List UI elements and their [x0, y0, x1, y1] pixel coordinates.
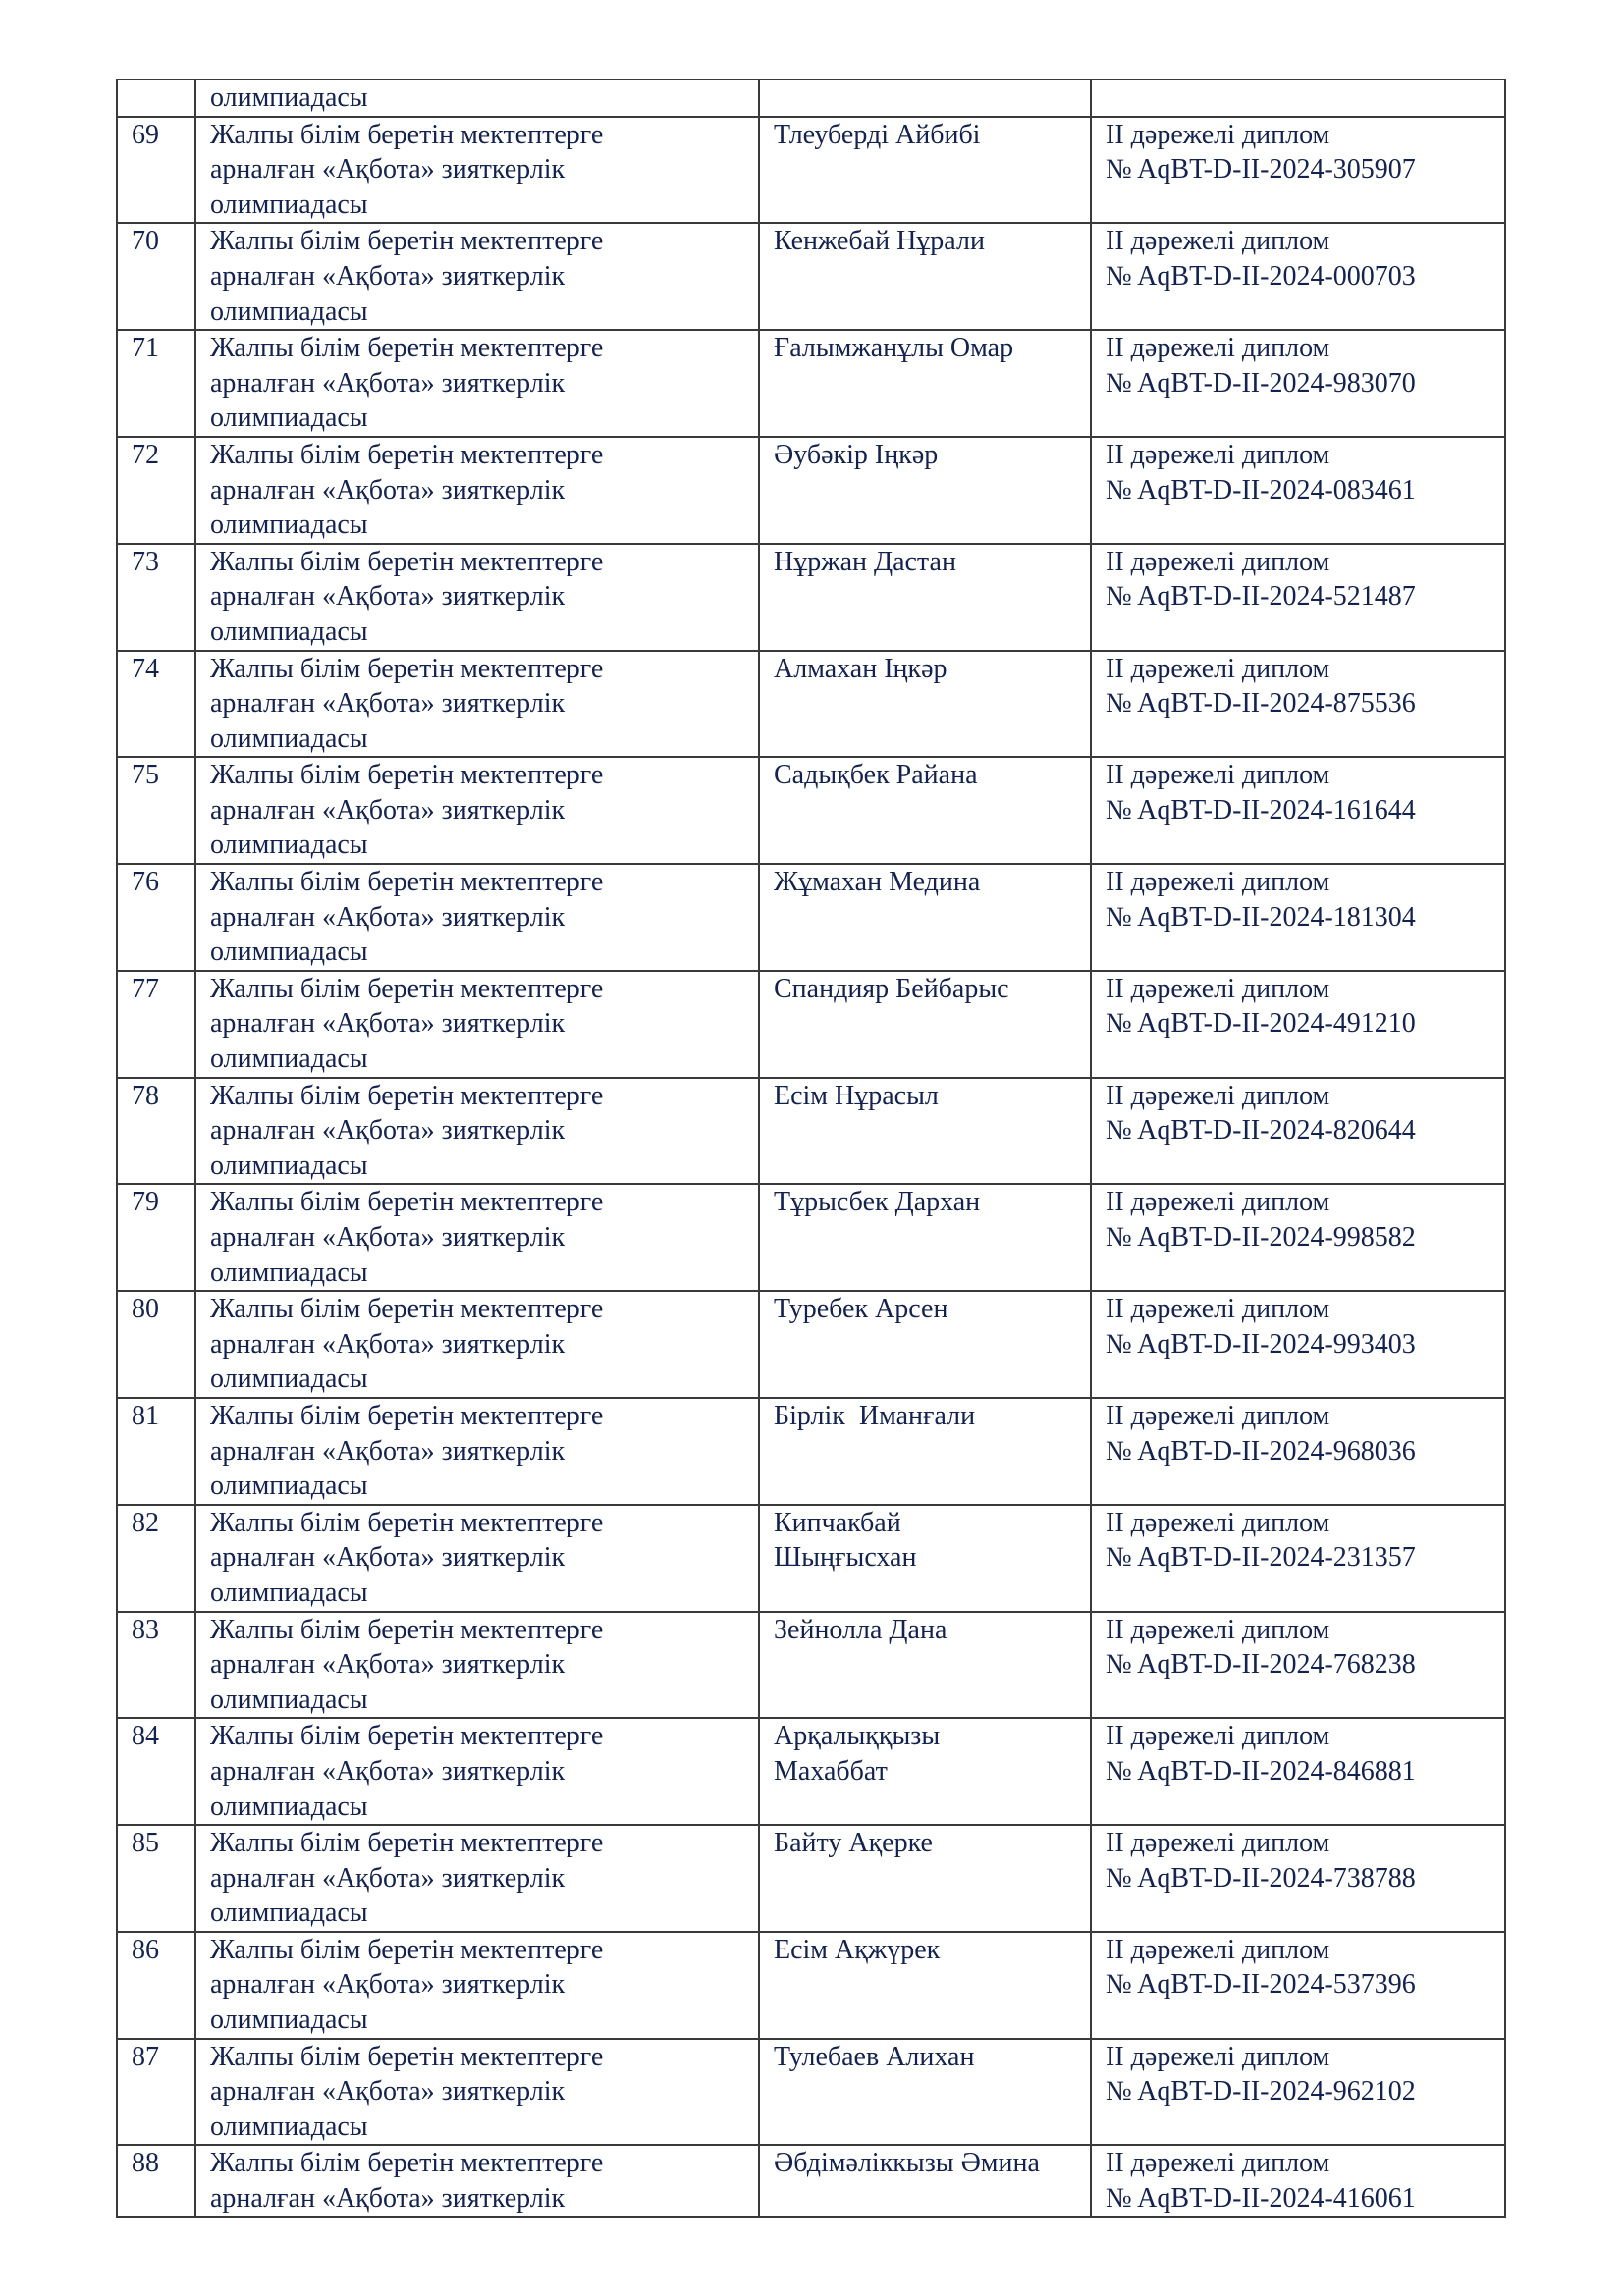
award-title: II дәрежелі диплом: [1106, 973, 1330, 1004]
participant-name: Есім Нұрасыл: [774, 1080, 939, 1111]
olympiad-text-line: олимпиадасы: [210, 2110, 368, 2142]
cell-award: [1091, 757, 1505, 864]
row-number: 70: [132, 226, 159, 257]
olympiad-text: олимпиадасы: [210, 82, 368, 113]
olympiad-text-line: арналған «Ақбота» зияткерлік: [210, 901, 566, 933]
cell-award: [1091, 2039, 1505, 2146]
award-title: II дәрежелі диплом: [1106, 1080, 1330, 1111]
participant-name: Әбдімәліккызы Әмина: [774, 2148, 1040, 2179]
participant-name: Махаббат: [774, 1755, 888, 1787]
cell-name: [759, 117, 1091, 224]
row-number: 74: [132, 653, 159, 684]
olympiad-text-line: арналған «Ақбота» зияткерлік: [210, 794, 566, 826]
participant-name: Тлеуберді Айбибі: [774, 119, 981, 150]
cell-olympiad: [195, 1825, 759, 1932]
award-title: II дәрежелі диплом: [1106, 1828, 1330, 1859]
cell-name: [759, 971, 1091, 1078]
cell-number: [117, 437, 195, 544]
participant-name: Шыңғысхан: [774, 1542, 917, 1574]
table-row: [117, 1291, 1505, 1398]
olympiad-text-line: Жалпы білім беретін мектептерге: [210, 1934, 604, 1965]
cell-name: [759, 2039, 1091, 2146]
award-title: II дәрежелі диплом: [1106, 333, 1330, 364]
participant-name: Байту Ақерке: [774, 1828, 933, 1859]
diploma-number: № AqBT-D-II-2024-521487: [1106, 581, 1416, 613]
olympiad-text-line: Жалпы білім беретін мектептерге: [210, 653, 604, 684]
olympiad-text-line: Жалпы білім беретін мектептерге: [210, 226, 604, 257]
olympiad-text-line: Жалпы білім беретін мектептерге: [210, 2148, 604, 2179]
cell-number: [117, 1932, 195, 2039]
olympiad-text-line: олимпиадасы: [210, 829, 368, 861]
row-number: 87: [132, 2041, 159, 2072]
olympiad-text-line: Жалпы білім беретін мектептерге: [210, 1721, 604, 1752]
award-title: II дәрежелі диплом: [1106, 2041, 1330, 2072]
cell-name: [759, 1932, 1091, 2039]
diploma-number: № AqBT-D-II-2024-491210: [1106, 1008, 1416, 1040]
award-title: II дәрежелі диплом: [1106, 1507, 1330, 1538]
olympiad-text-line: арналған «Ақбота» зияткерлік: [210, 154, 566, 186]
table-row-continuation: [117, 80, 1505, 117]
table-row: [117, 864, 1505, 971]
diploma-number: № AqBT-D-II-2024-083461: [1106, 474, 1416, 506]
olympiad-text-line: Жалпы білім беретін мектептерге: [210, 973, 604, 1004]
cell-name: [759, 1184, 1091, 1291]
participant-name: Зейнолла Дана: [774, 1614, 947, 1645]
olympiad-text-line: Жалпы білім беретін мектептерге: [210, 546, 604, 577]
table-row: [117, 1505, 1505, 1612]
row-number: 73: [132, 546, 159, 577]
table-row: [117, 1825, 1505, 1932]
cell-olympiad: [195, 2145, 759, 2216]
cell-name: [759, 1398, 1091, 1505]
cell-name: [759, 330, 1091, 437]
cell-name: [759, 1078, 1091, 1185]
participant-name: Тұрысбек Дархан: [774, 1187, 981, 1218]
cell-number: [117, 1718, 195, 1825]
table-row: [117, 2145, 1505, 2216]
diploma-number: № AqBT-D-II-2024-537396: [1106, 1969, 1416, 2001]
olympiad-text-line: арналған «Ақбота» зияткерлік: [210, 1542, 566, 1574]
table-row: [117, 2039, 1505, 2146]
cell-name: [759, 544, 1091, 651]
row-number: 82: [132, 1507, 159, 1538]
participant-name: Кенжебай Нұрали: [774, 226, 985, 257]
participant-name: Ғалымжанұлы Омар: [774, 333, 1014, 364]
cell-name: [759, 1505, 1091, 1612]
award-title: II дәрежелі диплом: [1106, 1721, 1330, 1752]
olympiad-text-line: арналған «Ақбота» зияткерлік: [210, 1862, 566, 1894]
diploma-number: № AqBT-D-II-2024-231357: [1106, 1542, 1416, 1574]
olympiad-text-line: арналған «Ақбота» зияткерлік: [210, 2076, 566, 2108]
cell-olympiad: [195, 971, 759, 1078]
olympiad-text-line: арналған «Ақбота» зияткерлік: [210, 581, 566, 613]
cell-award: [1091, 1718, 1505, 1825]
cell-award: [1091, 223, 1505, 330]
participant-name: Арқалыққызы: [774, 1721, 941, 1752]
olympiad-text-line: арналған «Ақбота» зияткерлік: [210, 260, 566, 292]
cell-award: [1091, 1398, 1505, 1505]
cell-award: [1091, 971, 1505, 1078]
olympiad-text-line: олимпиадасы: [210, 1470, 368, 1502]
olympiad-text-line: олимпиадасы: [210, 1363, 368, 1395]
olympiad-text-line: арналған «Ақбота» зияткерлік: [210, 367, 566, 399]
cell-olympiad: [195, 80, 759, 117]
row-number: 71: [132, 333, 159, 364]
cell-award: [1091, 2145, 1505, 2216]
row-number: 85: [132, 1828, 159, 1859]
cell-name: [759, 757, 1091, 864]
cell-olympiad: [195, 1505, 759, 1612]
table-row: [117, 1184, 1505, 1291]
olympiad-text-line: Жалпы білім беретін мектептерге: [210, 1294, 604, 1325]
cell-number: [117, 1291, 195, 1398]
olympiad-text-line: Жалпы білім беретін мектептерге: [210, 1187, 604, 1218]
participant-name: Тулебаев Алихан: [774, 2041, 975, 2072]
diploma-number: № AqBT-D-II-2024-998582: [1106, 1222, 1416, 1253]
olympiad-text-line: олимпиадасы: [210, 509, 368, 541]
cell-number: [117, 223, 195, 330]
table-row: [117, 651, 1505, 758]
cell-name: [759, 1718, 1091, 1825]
row-number: 78: [132, 1080, 159, 1111]
olympiad-text-line: Жалпы білім беретін мектептерге: [210, 119, 604, 150]
award-title: II дәрежелі диплом: [1106, 226, 1330, 257]
cell-number: [117, 1505, 195, 1612]
olympiad-text-line: Жалпы білім беретін мектептерге: [210, 1080, 604, 1111]
award-title: II дәрежелі диплом: [1106, 2148, 1330, 2179]
diploma-number: № AqBT-D-II-2024-000703: [1106, 260, 1416, 292]
award-title: II дәрежелі диплом: [1106, 760, 1330, 791]
cell-name: [759, 223, 1091, 330]
olympiad-text-line: олимпиадасы: [210, 1149, 368, 1181]
table-row: [117, 437, 1505, 544]
cell-olympiad: [195, 1718, 759, 1825]
diploma-number: № AqBT-D-II-2024-846881: [1106, 1755, 1416, 1787]
cell-number: [117, 1184, 195, 1291]
award-title: II дәрежелі диплом: [1106, 653, 1330, 684]
olympiad-text-line: олимпиадасы: [210, 402, 368, 434]
diploma-number: № AqBT-D-II-2024-962102: [1106, 2076, 1416, 2108]
cell-award: [1091, 544, 1505, 651]
award-title: II дәрежелі диплом: [1106, 439, 1330, 470]
participant-name: Алмахан Іңкәр: [774, 653, 947, 684]
cell-olympiad: [195, 864, 759, 971]
table-row: [117, 1398, 1505, 1505]
diploma-number: № AqBT-D-II-2024-983070: [1106, 367, 1416, 399]
participant-name: Садықбек Райана: [774, 760, 978, 791]
cell-award: [1091, 1612, 1505, 1719]
cell-award: [1091, 437, 1505, 544]
diploma-number: № AqBT-D-II-2024-768238: [1106, 1649, 1416, 1681]
diploma-number: № AqBT-D-II-2024-161644: [1106, 794, 1416, 826]
olympiad-text-line: арналған «Ақбота» зияткерлік: [210, 1008, 566, 1040]
diploma-number: № AqBT-D-II-2024-993403: [1106, 1328, 1416, 1360]
cell-award: [1091, 1291, 1505, 1398]
olympiad-text-line: олимпиадасы: [210, 1790, 368, 1822]
cell-award: [1091, 651, 1505, 758]
cell-award: [1091, 1825, 1505, 1932]
cell-olympiad: [195, 1078, 759, 1185]
participant-name: Есім Ақжүрек: [774, 1934, 941, 1965]
cell-olympiad: [195, 1291, 759, 1398]
diploma-number: № AqBT-D-II-2024-875536: [1106, 688, 1416, 720]
olympiad-text-line: арналған «Ақбота» зияткерлік: [210, 1969, 566, 2001]
olympiad-text-line: олимпиадасы: [210, 1897, 368, 1929]
cell-award: [1091, 864, 1505, 971]
olympiad-text-line: арналған «Ақбота» зияткерлік: [210, 474, 566, 506]
diploma-number: № AqBT-D-II-2024-305907: [1106, 154, 1416, 186]
cell-number: [117, 864, 195, 971]
award-title: II дәрежелі диплом: [1106, 1400, 1330, 1431]
olympiad-text-line: Жалпы білім беретін мектептерге: [210, 1400, 604, 1431]
award-title: II дәрежелі диплом: [1106, 1294, 1330, 1325]
participant-name: Кипчакбай: [774, 1507, 901, 1538]
row-number: 72: [132, 439, 159, 470]
olympiad-text-line: олимпиадасы: [210, 722, 368, 754]
row-number: 84: [132, 1721, 159, 1752]
table-row: [117, 1932, 1505, 2039]
table-row: [117, 1612, 1505, 1719]
olympiad-text-line: Жалпы білім беретін мектептерге: [210, 333, 604, 364]
participant-name: Нұржан Дастан: [774, 546, 956, 577]
award-title: II дәрежелі диплом: [1106, 546, 1330, 577]
row-number: 88: [132, 2148, 159, 2179]
cell-award: [1091, 1078, 1505, 1185]
olympiad-text-line: арналған «Ақбота» зияткерлік: [210, 1222, 566, 1253]
cell-name: [759, 1612, 1091, 1719]
cell-award: [1091, 1184, 1505, 1291]
cell-olympiad: [195, 2039, 759, 2146]
cell-award: [1091, 117, 1505, 224]
cell-olympiad: [195, 1184, 759, 1291]
olympiad-text-line: олимпиадасы: [210, 1683, 368, 1715]
cell-number: [117, 80, 195, 117]
cell-olympiad: [195, 1932, 759, 2039]
cell-number: [117, 2039, 195, 2146]
olympiad-text-line: Жалпы білім беретін мектептерге: [210, 760, 604, 791]
olympiad-text-line: олимпиадасы: [210, 2004, 368, 2036]
diploma-number: № AqBT-D-II-2024-738788: [1106, 1862, 1416, 1894]
cell-number: [117, 971, 195, 1078]
olympiad-text-line: олимпиадасы: [210, 1256, 368, 1288]
olympiad-text-line: олимпиадасы: [210, 936, 368, 968]
award-title: II дәрежелі диплом: [1106, 1187, 1330, 1218]
participant-name: Бірлік Иманғали: [774, 1400, 976, 1431]
table-row: [117, 330, 1505, 437]
olympiad-text-line: Жалпы білім беретін мектептерге: [210, 1507, 604, 1538]
cell-olympiad: [195, 1612, 759, 1719]
olympiad-text-line: арналған «Ақбота» зияткерлік: [210, 1649, 566, 1681]
olympiad-text-line: арналған «Ақбота» зияткерлік: [210, 688, 566, 720]
row-number: 75: [132, 760, 159, 791]
table-row: [117, 971, 1505, 1078]
awards-table: [116, 79, 1506, 2218]
cell-olympiad: [195, 437, 759, 544]
cell-award: [1091, 1932, 1505, 2039]
cell-olympiad: [195, 757, 759, 864]
olympiad-text-line: Жалпы білім беретін мектептерге: [210, 867, 604, 898]
cell-number: [117, 1612, 195, 1719]
row-number: 83: [132, 1614, 159, 1645]
olympiad-text-line: арналған «Ақбота» зияткерлік: [210, 1115, 566, 1147]
cell-name: [759, 2145, 1091, 2216]
olympiad-text-line: олимпиадасы: [210, 295, 368, 327]
olympiad-text-line: олимпиадасы: [210, 188, 368, 220]
award-title: II дәрежелі диплом: [1106, 1614, 1330, 1645]
cell-award: [1091, 80, 1505, 117]
diploma-number: № AqBT-D-II-2024-820644: [1106, 1115, 1416, 1147]
participant-name: Әубәкір Іңкәр: [774, 439, 939, 470]
award-title: II дәрежелі диплом: [1106, 1934, 1330, 1965]
cell-number: [117, 330, 195, 437]
olympiad-text-line: арналған «Ақбота» зияткерлік: [210, 1435, 566, 1467]
table-row: [117, 544, 1505, 651]
table-row: [117, 1718, 1505, 1825]
awards-table-body: [117, 80, 1505, 2217]
cell-number: [117, 757, 195, 864]
diploma-number: № AqBT-D-II-2024-416061: [1106, 2183, 1416, 2215]
olympiad-text-line: олимпиадасы: [210, 1576, 368, 1608]
olympiad-text-line: Жалпы білім беретін мектептерге: [210, 1614, 604, 1645]
row-number: 81: [132, 1400, 159, 1431]
row-number: 77: [132, 973, 159, 1004]
cell-name: [759, 1291, 1091, 1398]
table-row: [117, 223, 1505, 330]
cell-name: [759, 1825, 1091, 1932]
cell-number: [117, 1078, 195, 1185]
cell-olympiad: [195, 330, 759, 437]
cell-name: [759, 80, 1091, 117]
cell-olympiad: [195, 223, 759, 330]
row-number: 79: [132, 1187, 159, 1218]
diploma-number: № AqBT-D-II-2024-968036: [1106, 1435, 1416, 1467]
participant-name: Спандияр Бейбарыс: [774, 973, 1009, 1004]
participant-name: Жұмахан Медина: [774, 867, 981, 898]
olympiad-text-line: арналған «Ақбота» зияткерлік: [210, 2183, 566, 2215]
cell-olympiad: [195, 117, 759, 224]
cell-olympiad: [195, 1398, 759, 1505]
award-title: II дәрежелі диплом: [1106, 119, 1330, 150]
cell-number: [117, 651, 195, 758]
olympiad-text-line: Жалпы білім беретін мектептерге: [210, 439, 604, 470]
table-row: [117, 757, 1505, 864]
cell-number: [117, 1398, 195, 1505]
cell-award: [1091, 330, 1505, 437]
cell-name: [759, 864, 1091, 971]
olympiad-text-line: арналған «Ақбота» зияткерлік: [210, 1755, 566, 1787]
row-number: 76: [132, 867, 159, 898]
cell-number: [117, 117, 195, 224]
cell-number: [117, 544, 195, 651]
participant-name: Туребек Арсен: [774, 1294, 948, 1325]
olympiad-text-line: олимпиадасы: [210, 615, 368, 647]
cell-award: [1091, 1505, 1505, 1612]
cell-name: [759, 651, 1091, 758]
cell-number: [117, 1825, 195, 1932]
olympiad-text-line: Жалпы білім беретін мектептерге: [210, 2041, 604, 2072]
olympiad-text-line: Жалпы білім беретін мектептерге: [210, 1828, 604, 1859]
olympiad-text-line: арналған «Ақбота» зияткерлік: [210, 1328, 566, 1360]
diploma-number: № AqBT-D-II-2024-181304: [1106, 901, 1416, 933]
table-row: [117, 117, 1505, 224]
row-number: 69: [132, 119, 159, 150]
olympiad-text-line: олимпиадасы: [210, 1043, 368, 1075]
cell-name: [759, 437, 1091, 544]
table-row: [117, 1078, 1505, 1185]
cell-olympiad: [195, 544, 759, 651]
award-title: II дәрежелі диплом: [1106, 867, 1330, 898]
cell-olympiad: [195, 651, 759, 758]
row-number: 80: [132, 1294, 159, 1325]
row-number: 86: [132, 1934, 159, 1965]
cell-number: [117, 2145, 195, 2216]
